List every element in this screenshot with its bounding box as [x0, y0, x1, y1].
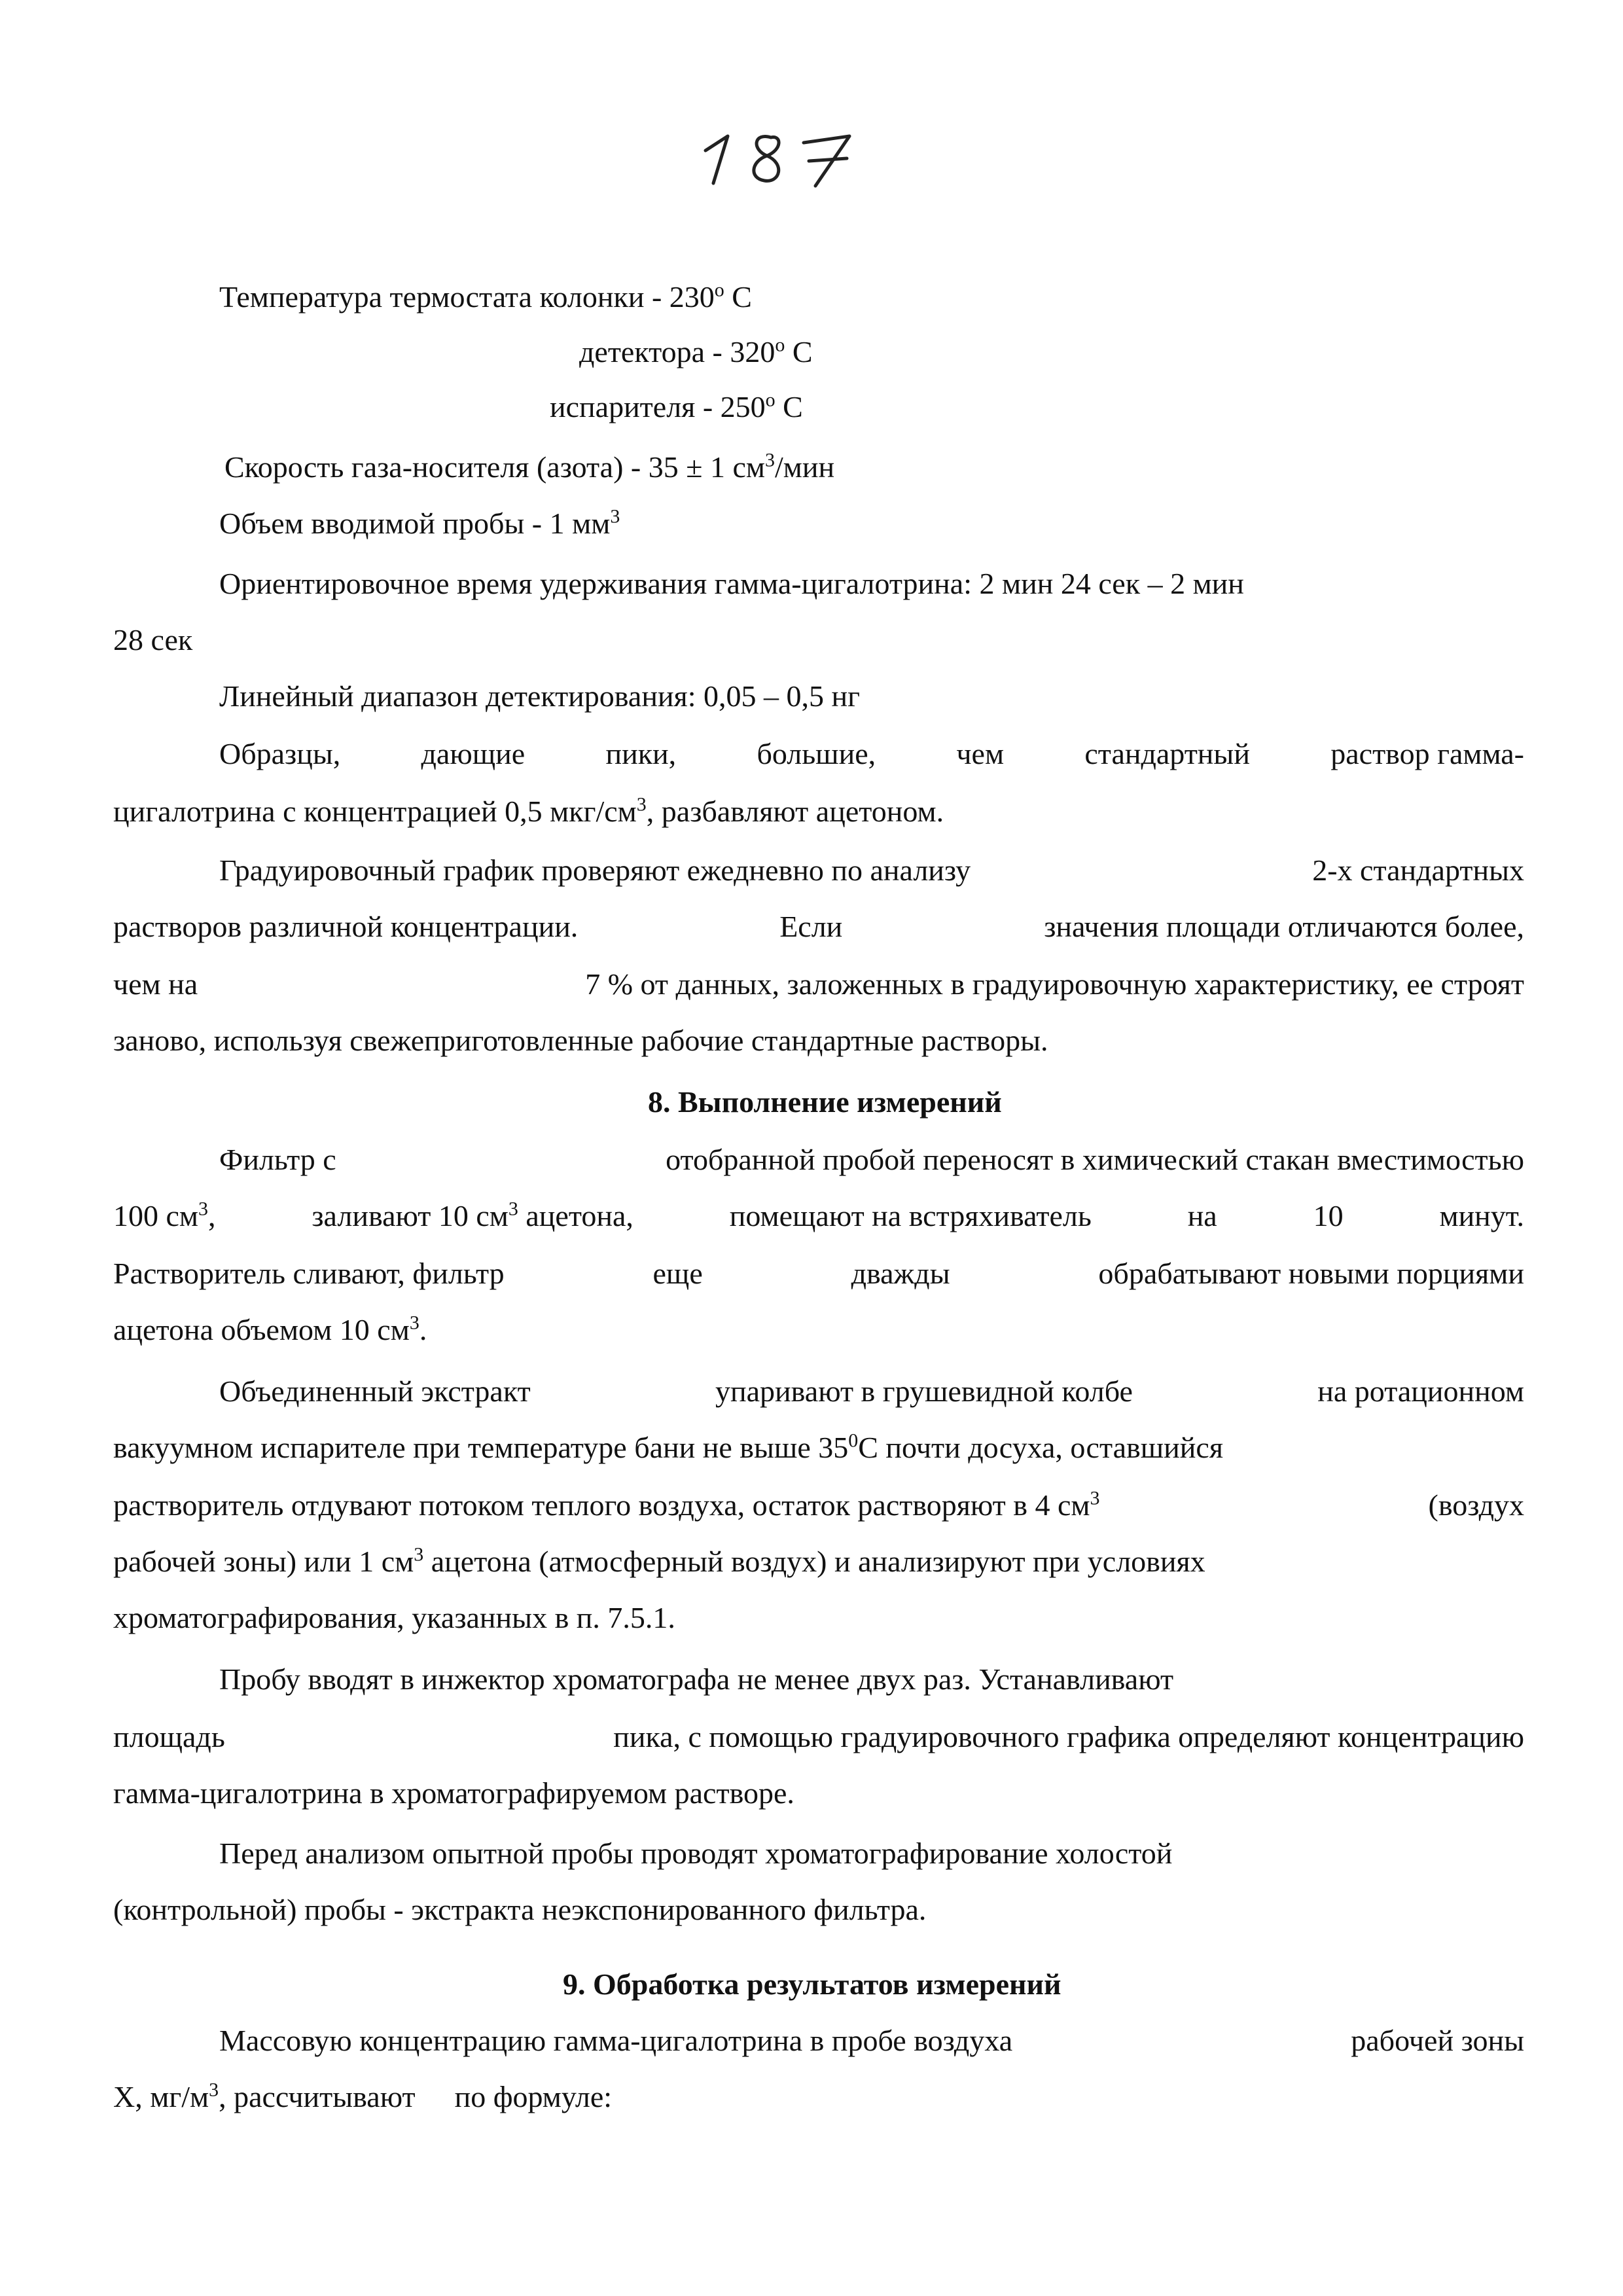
s8-p2-line-3: растворитель отдувают потоком теплого воздуха, остаток растворяют в 4 $см^3$ (воздух: [113, 1487, 1524, 1522]
linear-range-line: Линейный диапазон детектирования: 0,05 – 0,5 нг: [219, 679, 860, 713]
samples-paragraph-line-2: цигалотрина с концентрацией 0,5 мкг/$см^3$, разбавляют ацетоном.: [113, 793, 944, 828]
retention-time-line: Ориентировочное время удерживания гамма-цигалотрина: 2 мин 24 сек – 2 мин: [219, 567, 1244, 600]
s8-p3-line-1: Пробу вводят в инжектор хроматографа не менее двух раз. Устанавливают: [219, 1662, 1174, 1696]
calibration-line-4: заново, используя свежеприготовленные рабочие стандартные растворы.: [113, 1024, 1048, 1057]
calibration-line-1: Градуировочный график проверяют ежедневно по анализу 2-х стандартных: [219, 853, 1524, 887]
calibration-line-2: растворов различной концентрации. Если значения площади отличаются более,: [113, 910, 1524, 943]
s8-p2-line-2: вакуумном испарителе при температуре бани не выше $35^0С$ почти досуха, оставшийся: [113, 1429, 1223, 1464]
s8-p1-line-3: Растворитель сливают, фильтр еще дважды обрабатывают новыми порциями: [113, 1257, 1524, 1290]
s8-p4-line-2: (контрольной) пробы - экстракта неэкспонированного фильтра.: [113, 1893, 927, 1926]
gas-speed-line: Скорость газа-носителя (азота) - 35 ± 1 $см^3$/мин: [224, 449, 835, 484]
s9-line-1: Массовую концентрацию гамма-цигалотрина в пробе воздуха рабочей зоны: [219, 2024, 1524, 2057]
digit-eight-stroke: [754, 136, 779, 181]
evaporator-temp-line: испарителя - 250$^o$ C: [550, 389, 803, 423]
s8-p2-line-1: Объединенный экстракт упаривают в грушевидной колбе на ротационном: [219, 1374, 1524, 1408]
calibration-line-3: чем на 7 % от данных, заложенных в градуировочную характеристику, ее строят: [113, 967, 1524, 1001]
column-temp-line: Температура термостата колонки - 230$^o$ C: [219, 279, 752, 314]
s8-p2-line-4: рабочей зоны) или 1 $см^3$ ацетона (атмосферный воздух) и анализируют при условиях: [113, 1543, 1205, 1578]
detector-temp-line: детектора - 320$^o$ C: [579, 334, 813, 368]
retention-time-line-2: 28 сек: [113, 623, 193, 656]
digit-one-stroke: [705, 136, 728, 183]
s8-p1-line-4: ацетона объемом 10 $см^3$.: [113, 1312, 427, 1346]
s8-p4-line-1: Перед анализом опытной пробы проводят хроматографирование холостой: [219, 1837, 1173, 1870]
digit-seven-bar: [809, 158, 847, 161]
s8-p2-line-5: хроматографирования, указанных в п. 7.5.1.: [113, 1601, 675, 1634]
section-9-title: 9. Обработка результатов измерений: [563, 1967, 1061, 2001]
s9-line-2: X, $мг/м^3$, рассчитывают по формуле:: [113, 2079, 613, 2113]
handwritten-page-number: [694, 118, 877, 196]
section-8-title: 8. Выполнение измерений: [648, 1085, 1002, 1119]
samples-paragraph-line-1: Образцы, дающие пики, большие, чем стандартный раствор гамма-: [219, 737, 1524, 770]
sample-volume-line: Объем вводимой пробы - 1 $мм^3$: [219, 505, 620, 540]
s8-p3-line-2: площадь пика, с помощью градуировочного графика определяют концентрацию: [113, 1720, 1524, 1753]
s8-p1-line-1: Фильтр с отобранной пробой переносят в химический стакан вместимостью: [219, 1143, 1524, 1176]
s8-p3-line-3: гамма-цигалотрина в хроматографируемом растворе.: [113, 1776, 794, 1810]
s8-p1-line-2: 100 $см^3$, заливают 10 $см^3$ ацетона, помещают на встряхиватель на 10 минут.: [113, 1198, 1524, 1232]
